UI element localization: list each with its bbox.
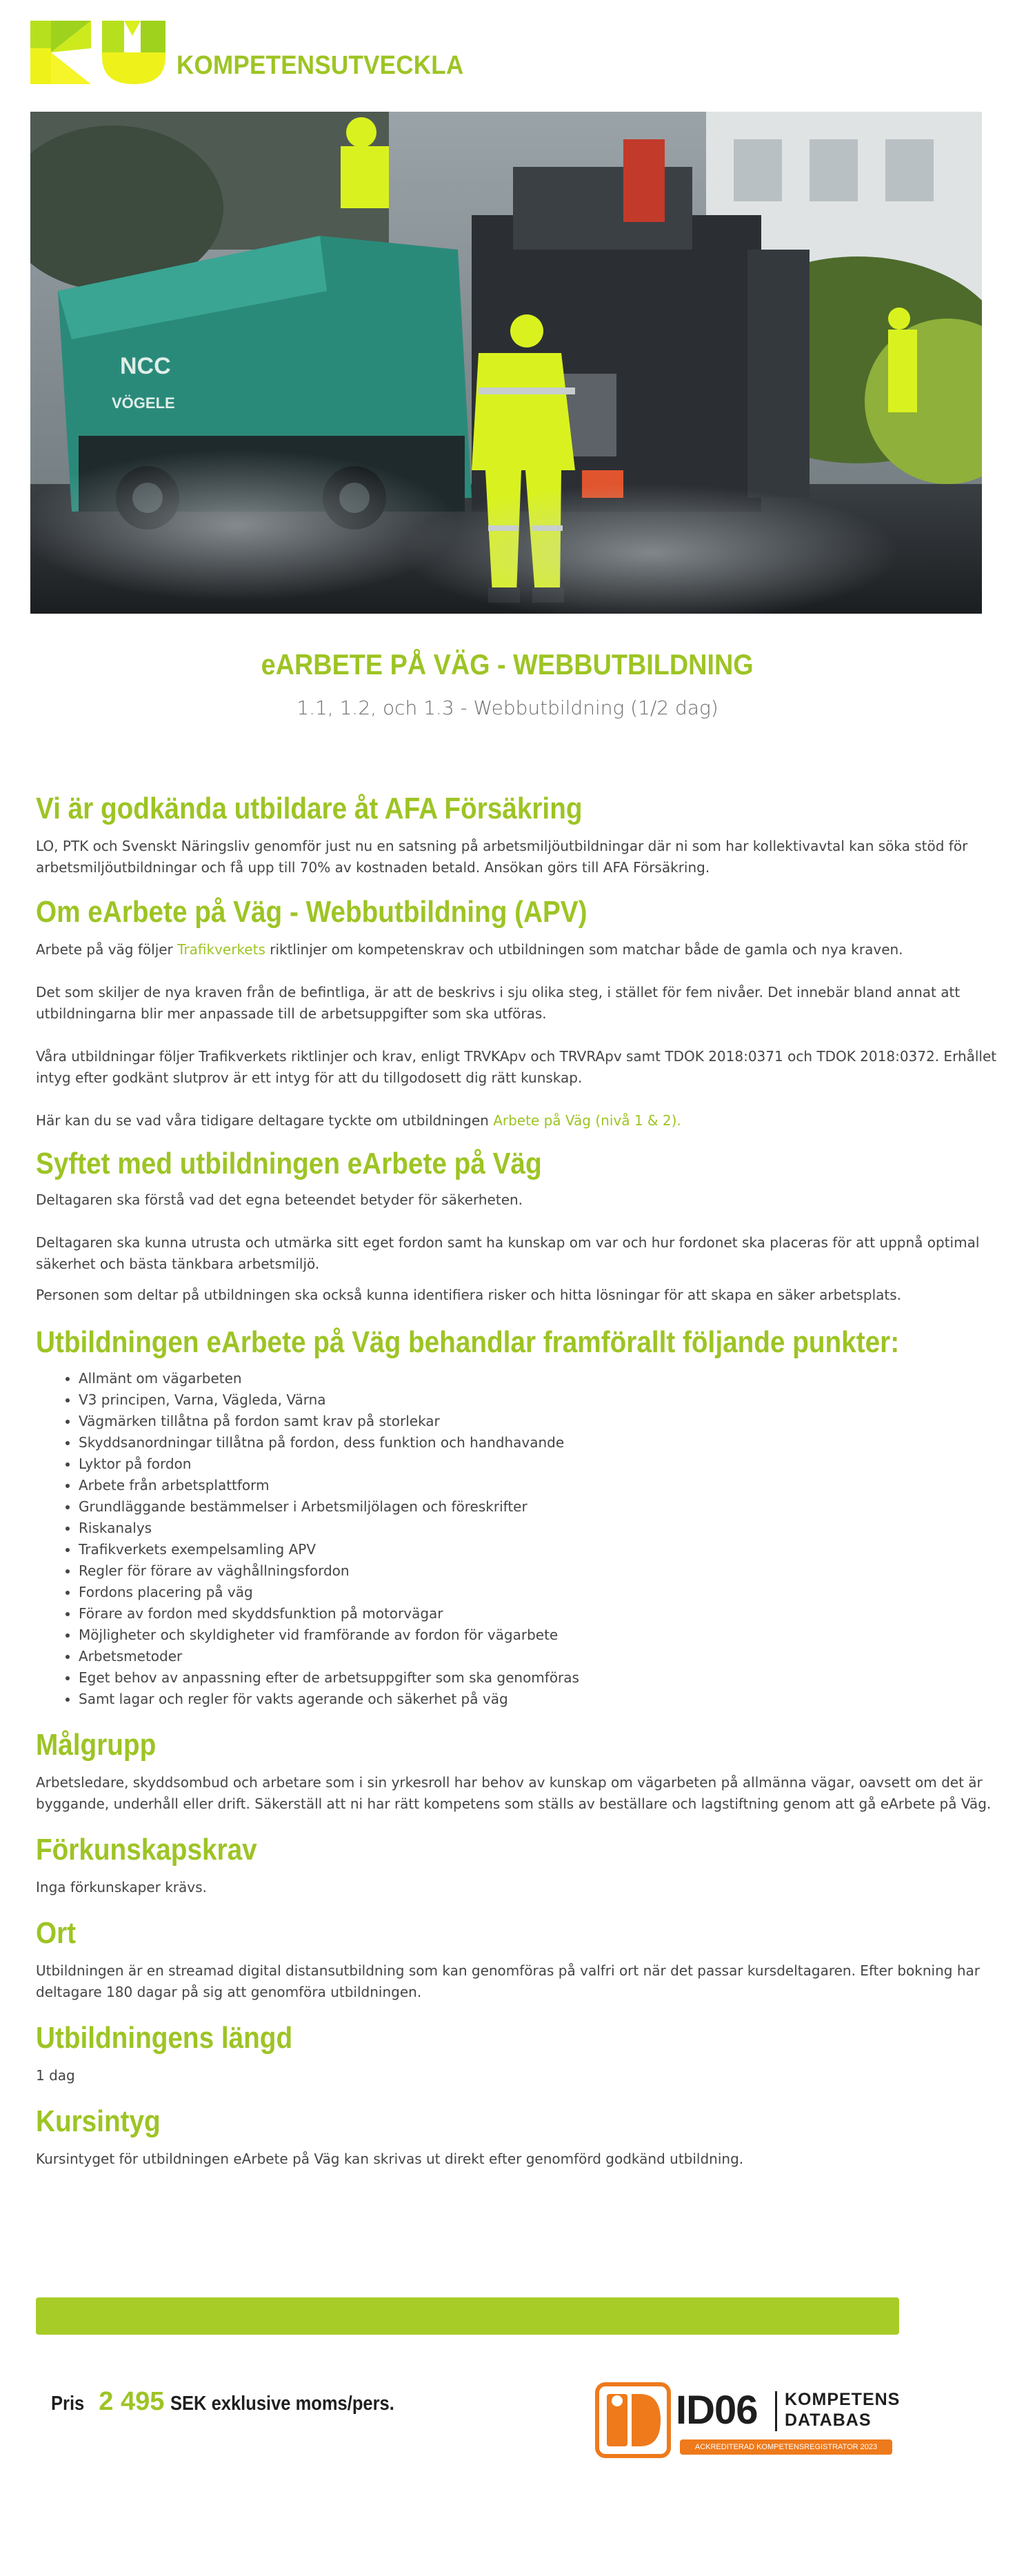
page-title: eARBETE PÅ VÄG - WEBBUTBILDNING bbox=[261, 648, 754, 681]
machine-ncc-text: NCC bbox=[120, 353, 171, 379]
price-unit: SEK exklusive moms/pers. bbox=[170, 2393, 394, 2415]
hero-image bbox=[30, 112, 982, 614]
brand-name[interactable]: KOMPETENSUTVECKLA bbox=[177, 51, 464, 80]
audience-text: Arbetsledare, skyddsombud och arbetare som i sin yrkesroll har behov av kunskap om vägarbeten på allmänna vägar, oavsett om det är byggande, underhåll eller drift. Säkerställ att ni har rätt kompetens som ställs av beställare och lagstiftning genom att gå eArbete på Väg. bbox=[36, 1774, 992, 1812]
course-title-block bbox=[0, 648, 1015, 719]
purpose-paragraph-1: Deltagaren ska förstå vad det egna beteendet betyder för säkerheten. bbox=[36, 1191, 523, 1208]
duration-text: 1 dag bbox=[36, 2067, 75, 2084]
location-heading: Ort bbox=[36, 1916, 77, 1950]
list-item: • Vägmärken tillåtna på fordon samt krav på storlekar bbox=[79, 1411, 1001, 1432]
list-item: • Trafikverkets exempelsamling APV bbox=[79, 1539, 1001, 1560]
list-item: • Riskanalys bbox=[79, 1518, 1001, 1539]
purpose-paragraph-2: Deltagaren ska kunna utrusta och utmärka sitt eget fordon samt ha kunskap om var och hur fordonet ska placeras för att uppnå optimal säkerhet och bästa tänkbara arbetsmiljö. bbox=[36, 1234, 980, 1272]
list-item: • Skyddsanordningar tillåtna på fordon, dess funktion och handhavande bbox=[79, 1432, 1001, 1453]
topics-list bbox=[36, 1368, 1001, 1710]
afa-heading: Vi är godkända utbildare åt AFA Försäkring bbox=[36, 792, 583, 825]
id06-badge bbox=[594, 2382, 901, 2459]
about-heading: Om eArbete på Väg - Webbutbildning (APV) bbox=[36, 895, 587, 929]
trafikverket-link[interactable]: Trafikverkets bbox=[177, 941, 265, 958]
id06-line-2: DATABAS bbox=[785, 2411, 872, 2430]
prereq-text: Inga förkunskaper krävs. bbox=[36, 1879, 207, 1895]
about-paragraph-2: Det som skiljer de nya kraven från de befintliga, är att de beskrivs i sju olika steg, i stället för fem nivåer. Det innebär bland annat att utbildningarna blir mer anpassade till de arbetsuppgifter som ska utföras. bbox=[36, 984, 961, 1022]
location-text: Utbildningen är en streamad digital distansutbildning som kan genomföras på valfri ort när det passar kursdeltagaren. Efter bokning har deltagare 180 dagar på sig att genomföra utbildningen. bbox=[36, 1962, 980, 2000]
list-item: • Arbete från arbetsplattform bbox=[79, 1475, 1001, 1496]
list-item: • Lyktor på fordon bbox=[79, 1453, 1001, 1475]
audience-heading: Målgrupp bbox=[36, 1728, 157, 1762]
price-amount: 2 495 bbox=[99, 2387, 165, 2416]
about-paragraph-1 bbox=[36, 939, 1001, 960]
course-content bbox=[36, 792, 1001, 2170]
certificate-text: Kursintyget för utbildningen eArbete på Väg kan skrivas ut direkt efter genomförd godkänd utbildning. bbox=[36, 2151, 744, 2167]
id06-divider bbox=[775, 2391, 777, 2431]
about-p4-pre: Här kan du se vad våra tidigare deltagare tyckte om utbildningen bbox=[36, 1112, 494, 1129]
about-paragraph-4 bbox=[36, 1110, 1001, 1131]
list-item: • Grundläggande bestämmelser i Arbetsmiljölagen och föreskrifter bbox=[79, 1496, 1001, 1518]
id06-wordmark: ID06 bbox=[676, 2388, 758, 2433]
road-paving-photo bbox=[30, 112, 982, 614]
machine-brand-text: VÖGELE bbox=[112, 394, 175, 412]
afa-text: LO, PTK och Svenskt Näringsliv genomför just nu en satsning på arbetsmiljöutbildningar där ni som har kollektivavtal kan söka stöd för arbetsmiljöutbildningar och få upp till 70% av kostnaden betald. Ansökan görs till AFA Försäkring. bbox=[36, 838, 968, 876]
duration-heading: Utbildningens längd bbox=[36, 2021, 293, 2055]
page-subtitle: 1.1, 1.2, och 1.3 - Webbutbildning (1/2 dag) bbox=[297, 696, 718, 719]
list-item: • Eget behov av anpassning efter de arbetsuppgifter som ska genomföras bbox=[79, 1667, 1001, 1689]
list-item: • Förare av fordon med skyddsfunktion på motorvägar bbox=[79, 1603, 1001, 1624]
id06-line-1: KOMPETENS bbox=[785, 2390, 901, 2409]
list-item: • Allmänt om vägarbeten bbox=[79, 1368, 1001, 1389]
list-item: • V3 principen, Varna, Vägleda, Värna bbox=[79, 1389, 1001, 1411]
topics-heading: Utbildningen eArbete på Väg behandlar framförallt följande punkter: bbox=[36, 1325, 900, 1359]
id06-logo-icon bbox=[594, 2382, 672, 2459]
id06-accreditation-band: ACKREDITERAD KOMPETENSREGISTRATOR 2023 bbox=[680, 2439, 892, 2455]
about-p1-pre: Arbete på väg följer bbox=[36, 941, 178, 958]
site-header bbox=[30, 21, 513, 90]
prereq-heading: Förkunskapskrav bbox=[36, 1833, 257, 1866]
list-item: • Möjligheter och skyldigheter vid framförande av fordon för vägarbete bbox=[79, 1624, 1001, 1646]
list-item: • Fordons placering på väg bbox=[79, 1582, 1001, 1603]
about-p1-post: riktlinjer om kompetenskrav och utbildningen som matchar både de gamla och nya kraven. bbox=[265, 941, 903, 958]
price-line bbox=[51, 2387, 425, 2417]
certificate-heading: Kursintyg bbox=[36, 2104, 161, 2138]
book-course-button[interactable] bbox=[36, 2297, 899, 2335]
list-item: • Regler för förare av väghållningsfordon bbox=[79, 1560, 1001, 1582]
purpose-heading: Syftet med utbildningen eArbete på Väg bbox=[36, 1147, 542, 1180]
reviews-link[interactable]: Arbete på Väg (nivå 1 & 2). bbox=[493, 1112, 681, 1129]
kompetensutveckla-logo-icon[interactable] bbox=[30, 21, 165, 84]
list-item: • Samt lagar och regler för vakts agerande och säkerhet på väg bbox=[79, 1689, 1001, 1710]
list-item: • Arbetsmetoder bbox=[79, 1646, 1001, 1667]
about-paragraph-3: Våra utbildningar följer Trafikverkets riktlinjer och krav, enligt TRVKApv och TRVRApv samt TDOK 2018:0371 och TDOK 2018:0372. Erhållet intyg efter godkänt slutprov är ett intyg för att du tillgodosett dig rätt kunskap. bbox=[36, 1048, 997, 1086]
price-label: Pris bbox=[51, 2393, 85, 2415]
purpose-paragraph-3: Personen som deltar på utbildningen ska också kunna identifiera risker och hitta lösningar för att skapa en säker arbetsplats. bbox=[36, 1287, 902, 1303]
